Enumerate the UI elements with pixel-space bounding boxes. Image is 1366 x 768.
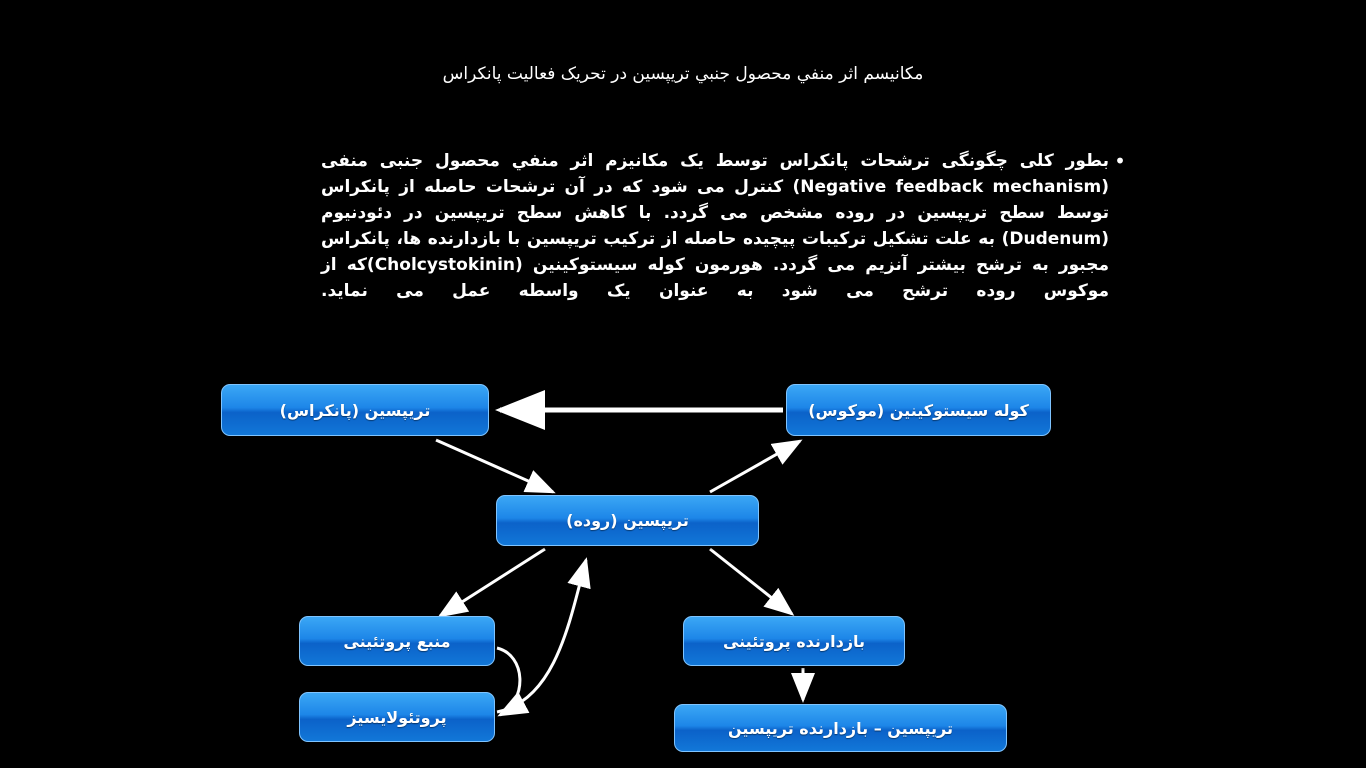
page-title: مکانيسم اثر منفي محصول جنبي تريپسين در تحريک فعاليت پانکراس [442,64,924,84]
node-cholecystokinin[interactable]: کوله سیستوکینین (موکوس) [786,384,1051,436]
node-protein-source[interactable]: منبع پروتئینی [299,616,495,666]
bullet-item [321,148,1131,304]
node-trypsin-gut[interactable]: تریپسین (روده) [496,495,759,546]
node-trypsin-inhibitor-complex[interactable]: تریپسین – بازدارنده تریپسین [674,704,1007,752]
bullet-marker-icon: • [1114,149,1126,173]
node-protein-inhibitor[interactable]: بازدارنده پروتئینی [683,616,905,666]
bullet-body-text: بطور کلی چگونگی ترشحات پانکراس توسط یک مکانیزم اثر منفي محصول جنبی منفی (Negative feedback mechanism) کنترل می شود که در آن ترشحات حاصله از پانکراس توسط سطح تریپسین در روده مشخص می گردد. با کاهش سطح تریپسین در دئودنیوم (Dudenum) به علت تشکیل ترکیبات پیچیده حاصله از ترکیب تریپسین با بازدارنده ها، پانکراس مجبور به ترشح بیشتر آنزیم می گردد. هورمون کوله سیستوکینین (Cholcystokinin)که از موکوس روده ترشح می شود به عنوان یک واسطه عمل می نماید. [321,151,1110,301]
node-proteolysis[interactable]: پروتئولایسیز [299,692,495,742]
node-trypsin-pancreas[interactable]: تریپسین (پانکراس) [221,384,489,436]
bullet-paragraph-block [321,148,1131,304]
